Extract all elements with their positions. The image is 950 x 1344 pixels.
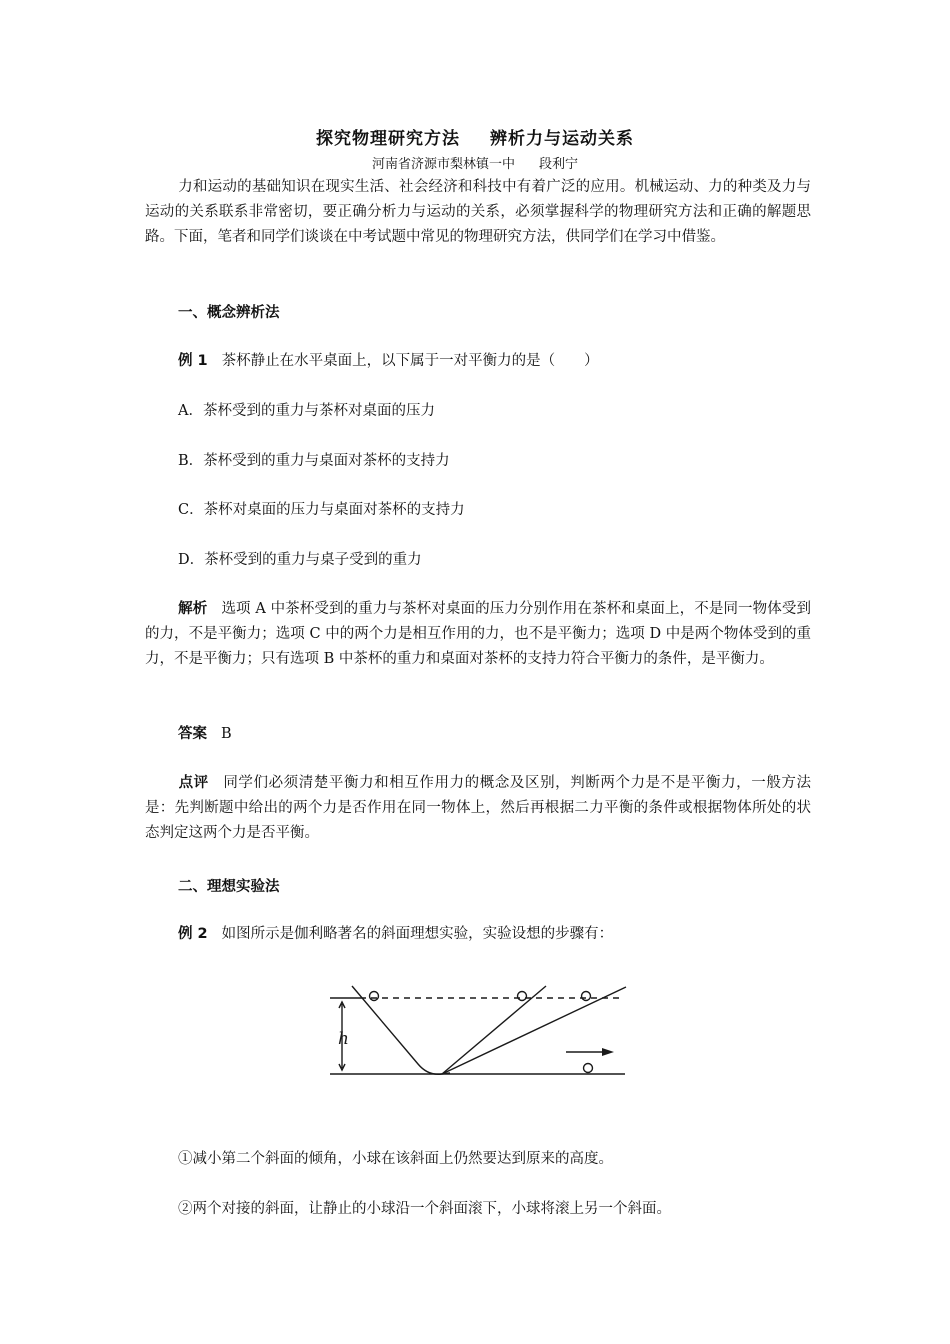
- analysis-paragraph: [145, 597, 811, 672]
- ball-steep-incline-icon: [518, 992, 527, 1001]
- example-1-label: 例 1: [178, 353, 208, 369]
- title-part-1: 探究物理研究方法: [316, 129, 460, 149]
- author-school: 河南省济源市梨林镇一中: [371, 157, 515, 172]
- option-d: D．茶杯受到的重力与桌子受到的重力: [178, 552, 422, 568]
- author-name: 段利宁: [539, 157, 579, 172]
- example-1-question: [178, 351, 599, 371]
- first-incline: [352, 986, 450, 1074]
- ball-shallow-incline-icon: [582, 992, 591, 1001]
- example-2-question-text: 如图所示是伽利略著名的斜面理想实验，实验设想的步骤有：: [221, 926, 614, 942]
- example-2-label: 例 2: [178, 926, 208, 942]
- second-incline-shallow: [442, 987, 626, 1074]
- galileo-incline-figure: [330, 984, 630, 1080]
- section-heading-2: 二、理想实验法: [178, 879, 280, 895]
- comment-label: 点评: [178, 775, 209, 791]
- title-part-2: 辨析力与运动关系: [490, 129, 634, 149]
- intro-text: 力和运动的基础知识在现实生活、社会经济和科技中有着广泛的应用。机械运动、力的种类及力与运动的关系联系非常密切，要正确分析力与运动的关系，必须掌握科学的物理研究方法和正确的解题思路。下面，笔者和同学们谈谈在中考试题中常见的物理研究方法，供同学们在学习中借鉴。: [145, 179, 811, 245]
- analysis-label: 解析: [178, 601, 208, 617]
- second-incline-steep: [442, 986, 546, 1074]
- answer-line: [178, 724, 232, 744]
- motion-arrow-head-icon: [602, 1048, 614, 1056]
- ball-start-icon: [370, 992, 379, 1001]
- article-title: [0, 124, 950, 149]
- step-2: ②两个对接的斜面，让静止的小球沿一个斜面滚下，小球将滚上另一个斜面。: [178, 1201, 671, 1217]
- section-heading-1: 一、概念辨析法: [178, 305, 280, 321]
- ball-horizontal-icon: [584, 1064, 593, 1073]
- comment-text: 同学们必须清楚平衡力和相互作用力的概念及区别，判断两个力是不是平衡力，一般方法是：先判断题中给出的两个力是否作用在同一物体上，然后再根据二力平衡的条件或根据物体所处的状态判定这两个力是否平衡。: [145, 775, 811, 841]
- option-a: A．茶杯受到的重力与茶杯对桌面的压力: [178, 403, 435, 419]
- option-b: B．茶杯受到的重力与桌面对茶杯的支持力: [178, 453, 450, 469]
- example-1-question-text: 茶杯静止在水平桌面上，以下属于一对平衡力的是（ ）: [221, 353, 599, 369]
- height-label: h: [338, 1029, 349, 1049]
- example-2-question: [178, 924, 613, 944]
- comment-paragraph: [145, 771, 811, 846]
- answer-label: 答案: [178, 726, 207, 742]
- author-line: [0, 153, 950, 172]
- intro-paragraph: [145, 175, 811, 250]
- answer-value: B: [221, 726, 232, 742]
- step-1: ①减小第二个斜面的倾角，小球在该斜面上仍然要达到原来的高度。: [178, 1151, 613, 1167]
- option-c: C．茶杯对桌面的压力与桌面对茶杯的支持力: [178, 502, 465, 518]
- analysis-text: 选项 A 中茶杯受到的重力与茶杯对桌面的压力分别作用在茶杯和桌面上，不是同一物体受到的力，不是平衡力；选项 C 中的两个力是相互作用的力，也不是平衡力；选项 D 中是两个物体受到的重力，不是平衡力；只有选项 B 中茶杯的重力和桌面对茶杯的支持力符合平衡力的条件，是平衡力。: [145, 601, 811, 667]
